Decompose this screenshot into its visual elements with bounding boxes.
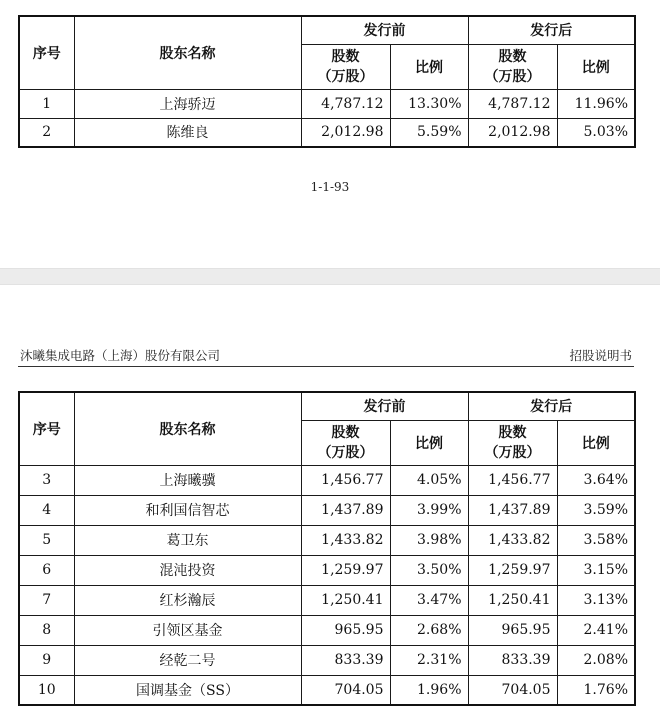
header-after: 发行后	[468, 392, 635, 420]
shareholder-name: 上海曦骥	[74, 465, 301, 495]
row-number: 3	[19, 465, 74, 495]
shareholder-name: 陈维良	[74, 118, 301, 147]
shareholder-name: 上海骄迈	[74, 89, 301, 118]
before-ratio: 3.99%	[390, 495, 468, 525]
table-row	[19, 585, 635, 615]
header-after-ratio: 比例	[557, 44, 635, 89]
header-after: 发行后	[468, 16, 635, 44]
header-rule	[18, 366, 634, 367]
row-number: 8	[19, 615, 74, 645]
after-shares: 1,250.41	[468, 585, 557, 615]
table-row	[19, 555, 635, 585]
before-ratio: 13.30%	[390, 89, 468, 118]
before-shares: 833.39	[301, 645, 390, 675]
table-row	[19, 645, 635, 675]
after-shares: 4,787.12	[468, 89, 557, 118]
shareholder-name: 红杉瀚辰	[74, 585, 301, 615]
after-shares: 704.05	[468, 675, 557, 705]
header-shares-line2: （万股）	[317, 444, 374, 461]
before-shares: 1,437.89	[301, 495, 390, 525]
shareholder-name: 引领区基金	[74, 615, 301, 645]
after-ratio: 3.15%	[557, 555, 635, 585]
header-before-ratio: 比例	[390, 420, 468, 465]
shareholder-table-bottom	[18, 391, 636, 706]
before-shares: 1,433.82	[301, 525, 390, 555]
after-shares: 1,437.89	[468, 495, 557, 525]
row-number: 4	[19, 495, 74, 525]
table-row	[19, 615, 635, 645]
running-header-company: 沐曦集成电路（上海）股份有限公司	[20, 348, 221, 363]
header-no: 序号	[19, 392, 74, 465]
table-row	[19, 495, 635, 525]
before-ratio: 3.98%	[390, 525, 468, 555]
header-before: 发行前	[301, 392, 468, 420]
row-number: 9	[19, 645, 74, 675]
before-ratio: 2.31%	[390, 645, 468, 675]
after-shares: 1,456.77	[468, 465, 557, 495]
shareholder-name: 葛卫东	[74, 525, 301, 555]
after-ratio: 5.03%	[557, 118, 635, 147]
before-ratio: 3.50%	[390, 555, 468, 585]
header-shares-line1: 股数	[331, 424, 360, 441]
before-shares: 1,456.77	[301, 465, 390, 495]
row-number: 10	[19, 675, 74, 705]
before-shares: 2,012.98	[301, 118, 390, 147]
after-ratio: 3.13%	[557, 585, 635, 615]
header-before: 发行前	[301, 16, 468, 44]
header-before-shares	[301, 420, 390, 465]
before-ratio: 1.96%	[390, 675, 468, 705]
shareholder-name: 和利国信智芯	[74, 495, 301, 525]
after-ratio: 3.64%	[557, 465, 635, 495]
table-row	[19, 675, 635, 705]
row-number: 2	[19, 118, 74, 147]
header-shares-line1: 股数	[498, 424, 527, 441]
row-number: 6	[19, 555, 74, 585]
row-number: 7	[19, 585, 74, 615]
header-before-ratio: 比例	[390, 44, 468, 89]
before-ratio: 3.47%	[390, 585, 468, 615]
before-ratio: 2.68%	[390, 615, 468, 645]
table-row	[19, 465, 635, 495]
document-page-bottom	[0, 285, 660, 699]
before-shares: 965.95	[301, 615, 390, 645]
after-ratio: 2.08%	[557, 645, 635, 675]
header-no: 序号	[19, 16, 74, 89]
header-shares-line1: 股数	[331, 48, 360, 65]
table-row	[19, 118, 635, 147]
before-ratio: 5.59%	[390, 118, 468, 147]
table-row	[19, 525, 635, 555]
header-shares-line2: （万股）	[317, 68, 374, 85]
after-ratio: 1.76%	[557, 675, 635, 705]
row-number: 1	[19, 89, 74, 118]
before-ratio: 4.05%	[390, 465, 468, 495]
before-shares: 704.05	[301, 675, 390, 705]
page-number: 1-1-93	[310, 180, 350, 194]
before-shares: 4,787.12	[301, 89, 390, 118]
after-shares: 2,012.98	[468, 118, 557, 147]
header-after-ratio: 比例	[557, 420, 635, 465]
after-shares: 1,433.82	[468, 525, 557, 555]
after-shares: 1,259.97	[468, 555, 557, 585]
table-row	[19, 89, 635, 118]
header-shares-line2: （万股）	[484, 68, 541, 85]
shareholder-name: 经乾二号	[74, 645, 301, 675]
header-name: 股东名称	[74, 392, 301, 465]
header-after-shares	[468, 420, 557, 465]
header-shares-line1: 股数	[498, 48, 527, 65]
shareholder-name: 国调基金（SS）	[74, 675, 301, 705]
document-page-top	[0, 0, 660, 268]
page-gap	[0, 268, 660, 285]
after-ratio: 3.58%	[557, 525, 635, 555]
after-shares: 965.95	[468, 615, 557, 645]
shareholder-table-top	[18, 15, 636, 148]
after-ratio: 3.59%	[557, 495, 635, 525]
before-shares: 1,250.41	[301, 585, 390, 615]
header-name: 股东名称	[74, 16, 301, 89]
header-before-shares	[301, 44, 390, 89]
shareholder-name: 混沌投资	[74, 555, 301, 585]
header-after-shares	[468, 44, 557, 89]
row-number: 5	[19, 525, 74, 555]
after-ratio: 2.41%	[557, 615, 635, 645]
running-header-document: 招股说明书	[569, 348, 632, 363]
header-shares-line2: （万股）	[484, 444, 541, 461]
after-shares: 833.39	[468, 645, 557, 675]
before-shares: 1,259.97	[301, 555, 390, 585]
after-ratio: 11.96%	[557, 89, 635, 118]
